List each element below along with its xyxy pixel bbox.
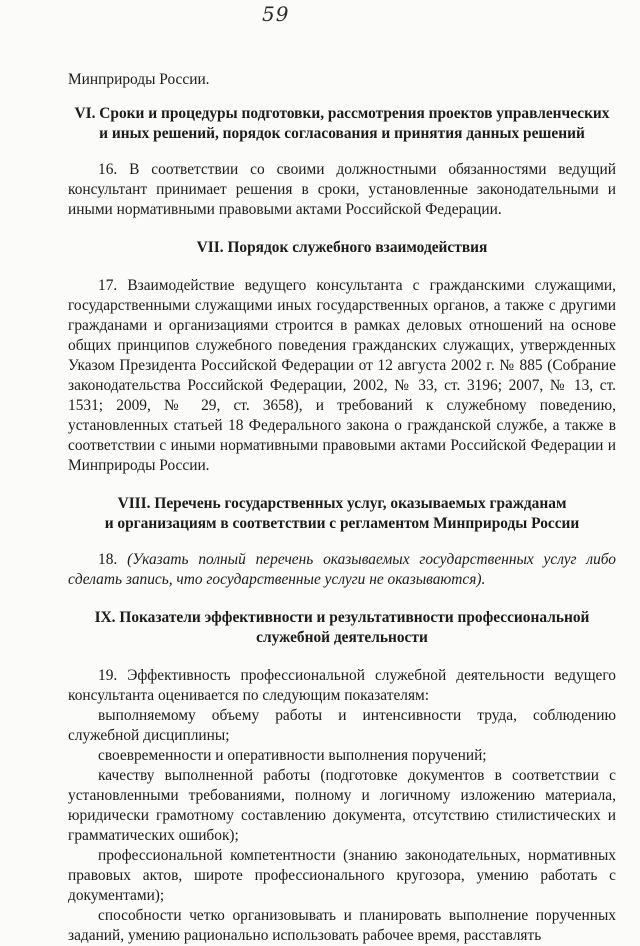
page-number: 59	[262, 2, 290, 26]
section-6-heading-line1: VI. Сроки и процедуры подготовки, рассмотрения проектов управленческих	[74, 105, 610, 122]
list-item: своевременности и оперативности выполнения поручений;	[98, 747, 487, 764]
section-9-heading-line2: служебной деятельности	[256, 629, 428, 646]
paragraph-18	[68, 550, 616, 590]
list-item: выполняемому объему работы и интенсивности труда, соблюдению служебной дисциплины;	[68, 707, 616, 744]
section-9-heading-line1: IX. Показатели эффективности и результативности профессиональной	[94, 609, 590, 626]
section-8-heading	[68, 494, 616, 534]
section-6-heading-line2: и иных решений, порядок согласования и принятия данных решений	[99, 125, 585, 142]
section-7-heading: VII. Порядок служебного взаимодействия	[196, 239, 488, 256]
paragraph-19: 19. Эффективность профессиональной служебной деятельности ведущего консультанта оценивается по следующим показателям:	[68, 667, 616, 704]
section-9-heading	[68, 608, 616, 648]
section-8-heading-line2: и организациям в соответствии с регламентом Минприроды России	[104, 515, 580, 532]
section-6-heading	[68, 104, 616, 144]
list-item: способности четко организовывать и планировать выполнение порученных заданий, умению рационально использовать рабочее время, расставлять	[68, 907, 616, 944]
paragraph-17: 17. Взаимодействие ведущего консультанта с гражданскими служащими, государственными служащими иных государственных органов, а также с другими гражданами и организациями строится в рамках деловых отношений на основе общих принципов служебного поведения гражданских служащих, утвержденных Указом Президента Российской Федерации от 12 августа 2002 г. № 885 (Собрание законодательства Российской Федерации, 2002, № 33, ст. 3196; 2007, № 13, ст. 1531; 2009, № 29, ст. 3658), и требований к служебному поведению, установленных статьей 18 Федерального закона о гражданской службе, а также в соответствии с иными нормативными правовыми актами Российской Федерации и Минприроды России.	[68, 277, 616, 474]
continuation-text: Минприроды России.	[68, 71, 210, 88]
document-body	[68, 70, 616, 946]
paragraph-18-number: 18.	[98, 551, 118, 568]
paragraph-18-note: (Указать полный перечень оказываемых государственных услуг либо сделать запись, что государственные услуги не оказываются).	[68, 551, 616, 588]
list-item: профессиональной компетентности (знанию законодательных, нормативных правовых актов, широте профессионального кругозора, умению работать с документами);	[68, 847, 616, 904]
paragraph-16: 16. В соответствии со своими должностными обязанностями ведущий консультант принимает решения в сроки, установленные законодательными и иными нормативными правовыми актами Российской Федерации.	[68, 161, 616, 218]
section-8-heading-line1: VIII. Перечень государственных услуг, оказываемых гражданам	[117, 495, 567, 512]
list-item: качеству выполненной работы (подготовке документов в соответствии с установленными требованиями, полному и логичному изложению материала, юридически грамотному составлению документа, отсутствию стилистических и грамматических ошибок);	[68, 767, 616, 844]
